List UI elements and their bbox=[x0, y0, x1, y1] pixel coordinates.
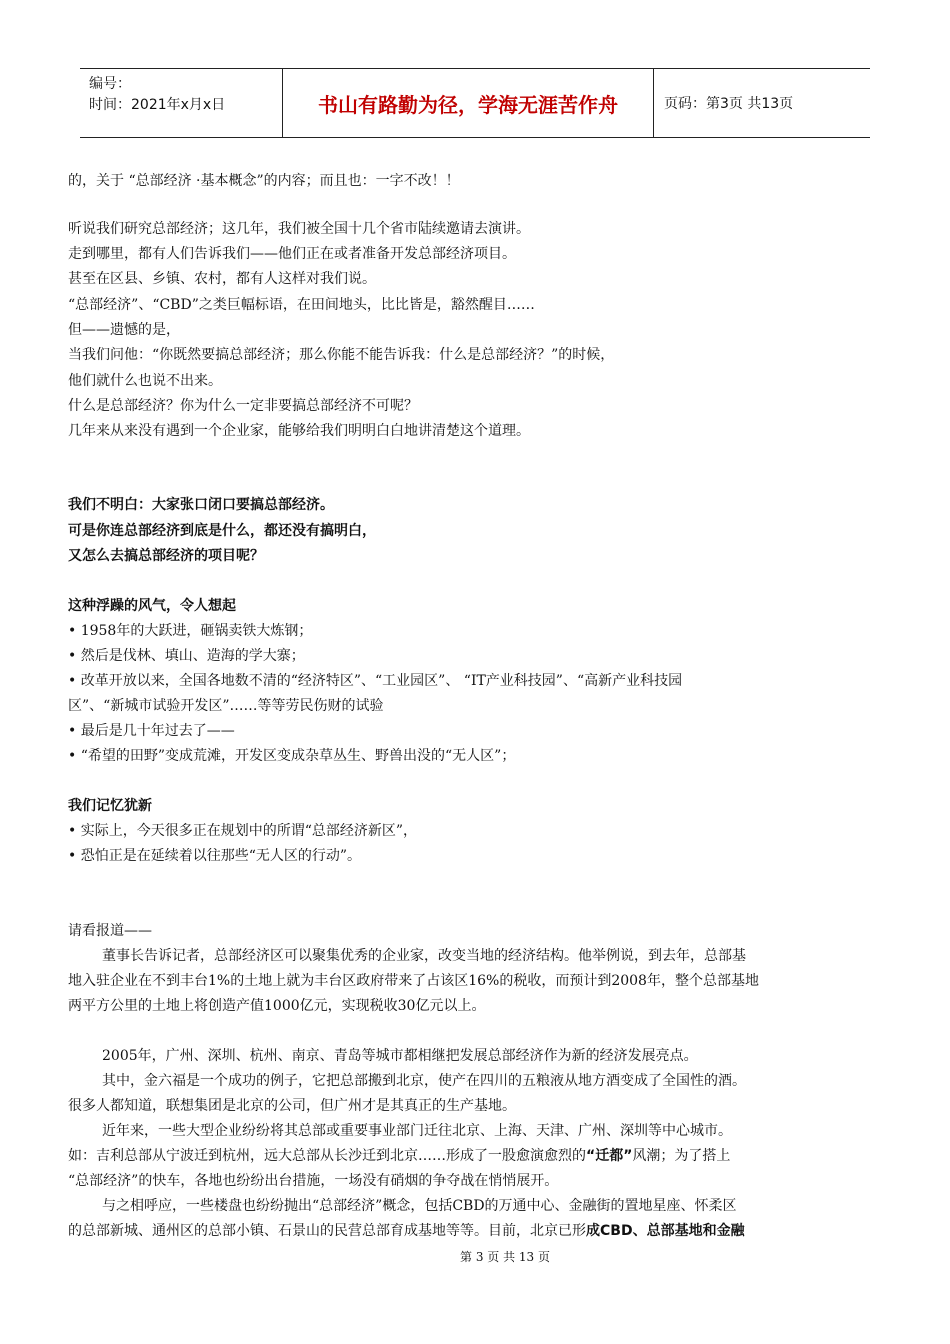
report-intro: 请看报道—— bbox=[68, 923, 152, 939]
report-paragraph-line: 董事长告诉记者，总部经济区可以聚集优秀的企业家，改变当地的经济结构。他举例说，到去年，总部基 bbox=[102, 948, 746, 964]
number-label: 编号： bbox=[89, 76, 131, 92]
report-paragraph-line: 其中，金六福是一个成功的例子，它把总部搬到北京，使产在四川的五粮液从地方酒变成了全国性的酒。 bbox=[102, 1073, 746, 1089]
bullet-item: • 恐怕正是在延续着以往那些“无人区的行动”。 bbox=[68, 848, 362, 864]
bullet-item: • 实际上，今天很多正在规划中的所谓“总部经济新区”， bbox=[68, 823, 418, 839]
bold-text-run: 成CBD、总部基地和金融 bbox=[586, 1223, 745, 1239]
report-paragraph-line: 两平方公里的土地上将创造产值1000亿元，实现税收30亿元以上。 bbox=[68, 998, 486, 1014]
bullet-item: • 最后是几十年过去了—— bbox=[68, 723, 235, 739]
header-meta bbox=[80, 69, 283, 137]
date-label: 时间：2021年x月x日 bbox=[89, 97, 226, 113]
report-paragraph-line: 近年来，一些大型企业纷纷将其总部或重要事业部门迁往北京、上海、天津、广州、深圳等中心城市。 bbox=[102, 1123, 732, 1139]
text-run: 如：吉利总部从宁波迁到杭州，远大总部从长沙迁到北京……形成了一股愈演愈烈的 bbox=[68, 1148, 586, 1164]
bold-text-run: “迁都” bbox=[586, 1148, 633, 1164]
report-paragraph-line bbox=[68, 1222, 745, 1240]
story-line: 他们就什么也说不出来。 bbox=[68, 373, 222, 389]
report-paragraph-line bbox=[68, 1147, 730, 1165]
section-heading: 我们记忆犹新 bbox=[68, 798, 152, 814]
story-line: 但——遗憾的是， bbox=[68, 322, 180, 338]
report-paragraph-line: 地入驻企业在不到丰台1%的土地上就为丰台区政府带来了占该区16%的税收，而预计到2008年，整个总部基地 bbox=[68, 973, 759, 989]
intro-line: 的，关于 “总部经济 ·基本概念”的内容；而且也：一字不改！！ bbox=[68, 173, 460, 189]
report-paragraph-line: 很多人都知道，联想集团是北京的公司，但广州才是其真正的生产基地。 bbox=[68, 1098, 516, 1114]
text-run: 的总部新城、通州区的总部小镇、石景山的民营总部育成基地等等。目前，北京已形 bbox=[68, 1223, 586, 1239]
bold-statement: 我们不明白：大家张口闭口要搞总部经济。 bbox=[68, 497, 334, 513]
bullet-item: • 1958年的大跃进，砸锅卖铁大炼钢； bbox=[68, 623, 313, 639]
bullet-item: • 然后是伐林、填山、造海的学大寨； bbox=[68, 648, 305, 664]
bold-statement: 又怎么去搞总部经济的项目呢？ bbox=[68, 548, 264, 564]
story-line: 走到哪里，都有人们告诉我们——他们正在或者准备开发总部经济项目。 bbox=[68, 246, 516, 262]
story-line: 甚至在区县、乡镇、农村，都有人这样对我们说。 bbox=[68, 271, 376, 287]
page-footer bbox=[0, 1248, 950, 1265]
report-paragraph-line: “总部经济”的快车，各地也纷纷出台措施，一场没有硝烟的争夺战在悄悄展开。 bbox=[68, 1173, 559, 1189]
report-paragraph-line: 与之相呼应，一些楼盘也纷纷抛出“总部经济”概念，包括CBD的万通中心、金融街的置地星座、怀柔区 bbox=[102, 1198, 737, 1214]
bullet-item: • 改革开放以来，全国各地数不清的“经济特区”、“工业园区”、 “IT产业科技园”、“高新产业科技园 bbox=[68, 673, 683, 689]
section-heading: 这种浮躁的风气，令人想起 bbox=[68, 598, 236, 614]
bold-statement: 可是你连总部经济到底是什么，都还没有搞明白， bbox=[68, 523, 376, 539]
story-line: 当我们问他：“你既然要搞总部经济；那么你能不能告诉我：什么是总部经济？”的时候， bbox=[68, 347, 615, 363]
bullet-item: • “希望的田野”变成荒滩，开发区变成杂草丛生、野兽出没的“无人区”； bbox=[68, 748, 516, 764]
page-header bbox=[80, 68, 870, 138]
story-line: 什么是总部经济？你为什么一定非要搞总部经济不可呢？ bbox=[68, 398, 418, 414]
header-page-label: 页码：第3页 共13页 bbox=[664, 96, 794, 112]
footer-page-number: 第 3 页 共 13 页 bbox=[460, 1250, 550, 1264]
story-line: 听说我们研究总部经济；这几年，我们被全国十几个省市陆续邀请去演讲。 bbox=[68, 221, 530, 237]
bullet-item-continued: 区”、“新城市试验开发区”……等等劳民伤财的试验 bbox=[68, 698, 384, 714]
text-run: 风潮；为了搭上 bbox=[632, 1148, 731, 1164]
story-line: 几年来从来没有遇到一个企业家，能够给我们明明白白地讲清楚这个道理。 bbox=[68, 423, 530, 439]
report-paragraph-line: 2005年，广州、深圳、杭州、南京、青岛等城市都相继把发展总部经济作为新的经济发展亮点。 bbox=[102, 1048, 698, 1064]
story-line: “总部经济”、“CBD”之类巨幅标语，在田间地头，比比皆是，豁然醒目…… bbox=[68, 297, 535, 313]
header-motto: 书山有路勤为径，学海无涯苦作舟 bbox=[283, 69, 654, 137]
